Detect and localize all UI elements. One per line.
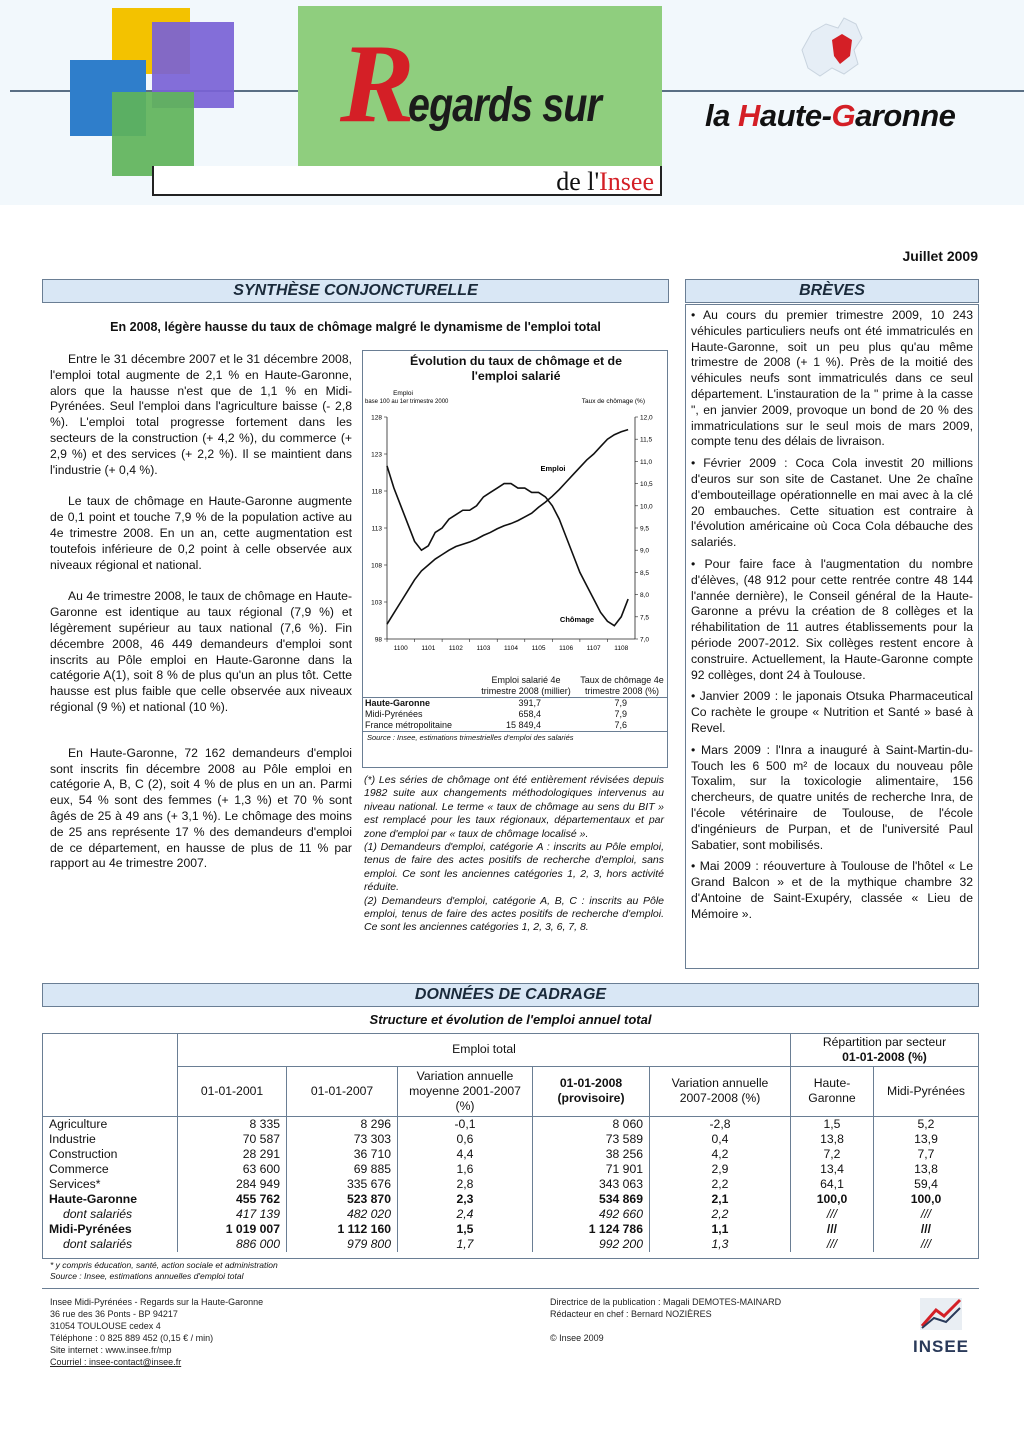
y-left-tick-label: 118 xyxy=(371,488,382,496)
cell: 0,6 xyxy=(398,1132,533,1147)
table-row xyxy=(43,1192,978,1207)
y-left-tick-label: 98 xyxy=(374,636,382,644)
cell: /// xyxy=(874,1207,979,1222)
cell: 8 335 xyxy=(178,1116,287,1132)
footer-line: 36 rue des 36 Ponts - BP 94217 xyxy=(50,1309,178,1319)
x-tick-label: 1107 xyxy=(586,645,601,652)
cadrage-section-bar: DONNÉES DE CADRAGE xyxy=(42,983,979,1007)
chart-box xyxy=(362,350,668,768)
cell: 7,7 xyxy=(874,1147,979,1162)
cell: 69 885 xyxy=(287,1162,398,1177)
cell: 15 849,4 xyxy=(505,720,541,730)
table-row xyxy=(363,709,667,720)
group-header-repart: Répartition par secteur 01-01-2008 (%) xyxy=(791,1034,979,1066)
y-left-tick-label: 128 xyxy=(371,414,382,422)
chart-table xyxy=(363,675,667,743)
cadrage-table xyxy=(43,1034,978,1252)
footer-line: Directrice de la publication : Magali DEMOTES-MAINARD xyxy=(550,1297,782,1307)
cell: 886 000 xyxy=(178,1237,287,1252)
cell: 1 112 160 xyxy=(287,1222,398,1237)
cell: 0,4 xyxy=(650,1132,791,1147)
x-tick-label: 1100 xyxy=(393,645,408,652)
footnote: (1) Demandeurs d'emploi, catégorie A : inscrits au Pôle emploi, tenus de faire des actes positifs de recherche d'emploi, sans emploi. Ce sont les anciennes catégories 1, 2, 3, hors activité réduite. xyxy=(364,841,664,894)
paragraph: Au 4e trimestre 2008, le taux de chômage en Haute-Garonne est identique au taux régional (7,9 %) et légèrement supérieur au taux national (7,6 %). Fin décembre 2008, 46 449 demandeurs d'emploi sont inscrits au Pôle emploi en Haute-Garonne dans la catégorie A(1), soit 8 % de plus qu'un an plus tôt. Cette hausse est plus faible que celle observée aux niveaux régional (9 %) et national (10 %). xyxy=(50,589,352,714)
cell: 1,5 xyxy=(398,1222,533,1237)
cell: 417 139 xyxy=(178,1207,287,1222)
cell: 2,2 xyxy=(650,1177,791,1192)
cadrage-note xyxy=(50,1260,278,1282)
cell: 658,4 xyxy=(518,709,541,719)
footer-website-link[interactable]: Site internet : www.insee.fr/mp xyxy=(50,1345,172,1355)
y-right-tick-label: 7,0 xyxy=(640,636,650,644)
series-label-emploi: Emploi xyxy=(540,464,566,473)
cell: 1 124 786 xyxy=(533,1222,650,1237)
row-label: Midi-Pyrénées xyxy=(365,709,423,719)
y-left-tick-label: 108 xyxy=(371,562,382,570)
cell: 2,8 xyxy=(398,1177,533,1192)
cell: 979 800 xyxy=(287,1237,398,1252)
chart-title: Évolution du taux de chômage et de l'emploi salarié xyxy=(409,354,623,383)
row-label: Construction xyxy=(49,1146,118,1161)
row-label: dont salariés xyxy=(63,1206,133,1221)
table-row xyxy=(363,720,667,732)
footnote: (*) Les séries de chômage ont été entièrement révisées depuis 1982 suite aux changements méthodologiques intervenus au niveau national. Le terme « taux de chômage au sens du BIT » est remplacé pour les taux régionaux, départementaux et par zone d'emploi par « taux de chômage localisé ». xyxy=(364,774,664,840)
cadrage-table-box xyxy=(42,1033,979,1259)
cell: 391,7 xyxy=(518,698,541,708)
paragraph: En Haute-Garonne, 72 162 demandeurs d'emploi sont inscrits fin décembre 2008 au Pôle emploi en catégorie A, B, C (2), soit 4 % de plus en un an. Parmi eux, 54 % sont des femmes (+ 1,3 %) et 70 % sont âgés de 25 à 49 ans (+ 3,1 %). Le chômage des moins de 25 ans représente 17 % des demandeurs d'emploi de ce département, en hausse de plus de 11 % par rapport au 4e trimestre 2007. xyxy=(50,745,352,871)
col-header: 01-01-2007 xyxy=(287,1066,398,1116)
cell: 992 200 xyxy=(533,1237,650,1252)
y-right-tick-label: 8,0 xyxy=(640,592,650,600)
cell: 284 949 xyxy=(178,1177,287,1192)
row-label: Haute-Garonne xyxy=(365,698,431,708)
table-row xyxy=(363,698,667,710)
cell: 13,8 xyxy=(791,1132,874,1147)
synthese-text xyxy=(50,352,352,887)
row-label: Industrie xyxy=(49,1131,96,1146)
col-header: Midi-Pyrénées xyxy=(874,1066,979,1116)
cell: 492 660 xyxy=(533,1207,650,1222)
x-tick-label: 1103 xyxy=(476,645,491,652)
cell: 2,2 xyxy=(650,1207,791,1222)
cell: 7,9 xyxy=(614,698,627,708)
footer-line: Insee Midi-Pyrénées - Regards sur la Haute-Garonne xyxy=(50,1297,264,1307)
breve-item: • Pour faire face à l'augmentation du nombre d'élèves, (48 912 pour cette rentrée contre 48 144 l'année dernière), le Conseil général de la Haute-Garonne a prévu la création de 8 collèges et la réhabilitation de 11 autres établissements pour la période 2007-2012. Six collèges restent encore à construire. Actuellement, la Haute-Garonne compte 92 collèges, dont 24 à Toulouse. xyxy=(691,556,973,682)
table-row xyxy=(43,1116,978,1132)
footer-right xyxy=(550,1296,781,1344)
series-label-chomage: Chômage xyxy=(559,615,595,624)
table-row xyxy=(43,1207,978,1222)
footer-line: Rédacteur en chef : Bernard NOZIÈRES xyxy=(550,1309,712,1319)
row-label: Haute-Garonne xyxy=(49,1191,138,1206)
y-right-tick-label: 11,5 xyxy=(640,436,653,444)
cell: 1,5 xyxy=(791,1116,874,1132)
table-row xyxy=(43,1237,978,1252)
footer-line: © Insee 2009 xyxy=(550,1333,604,1343)
y-left-tick-label: 113 xyxy=(371,525,382,533)
paragraph: Entre le 31 décembre 2007 et le 31 décembre 2008, l'emploi total augmente de 2,1 % en Haute-Garonne, alors que la hausse n'est que de 1,1 % en Midi-Pyrénées. Seul l'emploi dans l'agriculture baisse (- 2,8 %). L'emploi total progresse fortement dans les secteurs de la construction (+ 4,2 %), du commerce (+ 2,9 %) et des services (+ 2,2 %). Il se maintient dans l'industrie (+ 0,4 %). xyxy=(50,352,352,477)
x-tick-label: 1106 xyxy=(559,645,574,652)
y-left-tick-label: 103 xyxy=(371,599,382,607)
logo-insee: de l'Insee xyxy=(556,167,654,196)
cell: 1,7 xyxy=(398,1237,533,1252)
cell: /// xyxy=(874,1237,979,1252)
cell: /// xyxy=(874,1222,979,1237)
cell: 482 020 xyxy=(287,1207,398,1222)
table-row xyxy=(43,1222,978,1237)
x-tick-label: 1108 xyxy=(614,645,629,652)
cell: 13,9 xyxy=(874,1132,979,1147)
x-tick-label: 1101 xyxy=(421,645,436,652)
cell: 2,9 xyxy=(650,1162,791,1177)
cell: 7,2 xyxy=(791,1147,874,1162)
cell: 8 060 xyxy=(533,1116,650,1132)
y-right-tick-label: 7,5 xyxy=(640,614,650,622)
cell: 2,1 xyxy=(650,1192,791,1207)
row-label: dont salariés xyxy=(63,1236,133,1251)
cell: 38 256 xyxy=(533,1147,650,1162)
table-row xyxy=(43,1132,978,1147)
col-header: 01-01-2008 (provisoire) xyxy=(533,1066,650,1116)
cell: 455 762 xyxy=(178,1192,287,1207)
cell: 13,8 xyxy=(874,1162,979,1177)
logo-title: egards sur xyxy=(408,79,602,132)
insee-logo xyxy=(906,1296,976,1357)
cell: 13,4 xyxy=(791,1162,874,1177)
cell: 64,1 xyxy=(791,1177,874,1192)
synthese-headline: En 2008, légère hausse du taux de chômage malgré le dynamisme de l'emploi total xyxy=(110,320,601,334)
cadrage-table-title: Structure et évolution de l'emploi annuel total xyxy=(369,1012,652,1027)
cell: 2,3 xyxy=(398,1192,533,1207)
note-line: * y compris éducation, santé, action sociale et administration xyxy=(50,1260,278,1270)
x-tick-label: 1105 xyxy=(531,645,546,652)
y-right-tick-label: 11,0 xyxy=(640,458,653,466)
chart xyxy=(363,387,667,707)
cell: 534 869 xyxy=(533,1192,650,1207)
synthese-section-bar: SYNTHÈSE CONJONCTURELLE xyxy=(42,279,669,303)
cell: -2,8 xyxy=(650,1116,791,1132)
table-header-taux: Taux de chômage 4e trimestre 2008 (%) xyxy=(580,675,664,696)
cell: 343 063 xyxy=(533,1177,650,1192)
chart-source: Source : Insee, estimations trimestrielles d'emploi des salariés xyxy=(367,733,574,742)
map-icon xyxy=(792,10,874,84)
cell: 1 019 007 xyxy=(178,1222,287,1237)
cell: -0,1 xyxy=(398,1116,533,1132)
row-label: Midi-Pyrénées xyxy=(49,1221,132,1236)
logo-letter-r: R xyxy=(340,22,415,146)
footer-email-link[interactable]: Courriel : insee-contact@insee.fr xyxy=(50,1357,182,1367)
x-tick-label: 1104 xyxy=(504,645,518,652)
table-row xyxy=(43,1162,978,1177)
col-header: Variation annuelle 2007-2008 (%) xyxy=(650,1066,791,1116)
insee-logo-icon xyxy=(916,1296,966,1332)
cell: 335 676 xyxy=(287,1177,398,1192)
footnote: (2) Demandeurs d'emploi, catégorie A, B, C : inscrits au Pôle emploi, tenus de faire des actes positifs de recherche d'emploi. Ce sont les anciennes catégories 1, 2, 3, 6, 7, 8. xyxy=(364,894,664,934)
cell: 8 296 xyxy=(287,1116,398,1132)
cell: 5,2 xyxy=(874,1116,979,1132)
y-right-tick-label: 10,0 xyxy=(640,503,653,511)
cell: /// xyxy=(791,1222,874,1237)
y-right-tick-label: 12,0 xyxy=(640,414,653,422)
footer-line: Téléphone : 0 825 889 452 (0,15 € / min) xyxy=(50,1333,214,1343)
y-right-tick-label: 10,5 xyxy=(640,481,653,489)
cell: 70 587 xyxy=(178,1132,287,1147)
cell: 36 710 xyxy=(287,1147,398,1162)
cell: 100,0 xyxy=(791,1192,874,1207)
col-header: Variation annuelle moyenne 2001-2007 (%) xyxy=(398,1066,533,1116)
source-line: Source : Insee, estimations annuelles d'emploi total xyxy=(50,1271,244,1281)
series-line-chomage xyxy=(387,466,628,626)
paragraph: Le taux de chômage en Haute-Garonne augmente de 0,1 point et touche 7,9 % de la population active au 4e trimestre 2008. En un an, cette augmentation est toutefois inférieure de 0,2 point à celle observée aux niveaux régional et national. xyxy=(50,494,352,572)
cell: 1,3 xyxy=(650,1237,791,1252)
y-right-tick-label: 9,0 xyxy=(640,547,650,555)
breve-item: • Janvier 2009 : le japonais Otsuka Pharmaceutical Co rachète le groupe « Nutrition et Santé » basé à Revel. xyxy=(691,689,973,735)
footer-left xyxy=(50,1296,263,1368)
table-row xyxy=(43,1177,978,1192)
cell: 1,1 xyxy=(650,1222,791,1237)
x-tick-label: 1102 xyxy=(448,645,463,652)
cell: 4,2 xyxy=(650,1147,791,1162)
row-label: Commerce xyxy=(49,1161,109,1176)
left-axis-subtitle: base 100 au 1er trimestre 2000 xyxy=(365,399,449,405)
cell: 59,4 xyxy=(874,1177,979,1192)
breves-box xyxy=(685,304,979,969)
insee-logo-text: INSEE xyxy=(912,1337,970,1356)
row-label: Services* xyxy=(49,1176,101,1191)
cell: 28 291 xyxy=(178,1147,287,1162)
col-header: 01-01-2001 xyxy=(178,1066,287,1116)
row-label: Agriculture xyxy=(49,1116,108,1131)
cell: 73 303 xyxy=(287,1132,398,1147)
breve-item: • Mars 2009 : l'Inra a inauguré à Saint-Martin-du-Touch les 6 500 m² de locaux du nouveau pôle Toxalim, sur la toxicologie alimentaire, 156 chercheurs, de quatre unités de recherche Inra, de l'école vétérinaire de Toulouse, de l'école d'ingénieurs de Purpan, et de l'université Paul Sabatier, sont mobilisés. xyxy=(691,742,973,852)
group-header-emploi: Emploi total xyxy=(178,1034,791,1066)
cell: 7,9 xyxy=(614,709,627,719)
footer-line: 31054 TOULOUSE cedex 4 xyxy=(50,1321,161,1331)
y-left-tick-label: 123 xyxy=(371,451,382,459)
cell: 523 870 xyxy=(287,1192,398,1207)
y-right-tick-label: 9,5 xyxy=(640,525,650,533)
cell: /// xyxy=(791,1237,874,1252)
row-label: France métropolitaine xyxy=(365,720,453,730)
left-axis-title: Emploi xyxy=(393,390,413,397)
cell: 7,6 xyxy=(614,720,627,730)
region-title: la Haute-Garonne xyxy=(705,98,956,133)
cell: 1,6 xyxy=(398,1162,533,1177)
issue-date: Juillet 2009 xyxy=(902,248,978,264)
cell: 100,0 xyxy=(874,1192,979,1207)
cell: 71 901 xyxy=(533,1162,650,1177)
right-axis-title: Taux de chômage (%) xyxy=(581,398,645,405)
breve-item: • Février 2009 : Coca Cola investit 20 millions d'euros sur son site de Castanet. Une 2e chaîne d'embouteillage opérationnelle en mai avec à la clé 20 embauches. Cette situation est contraire à l'évolution américaine où Coca Cola débauche des salariés. xyxy=(691,456,973,550)
col-header: Haute-Garonne xyxy=(791,1066,874,1116)
breve-item: • Au cours du premier trimestre 2009, 10 243 véhicules particuliers neufs ont été immatriculés en Haute-Garonne, soit un peu plus qu'au même trimestre de 2008 (+ 1 %). Près de la moitié des véhicules neufs sont immatriculés dans ce seul département. L'instauration de la " prime à la casse ", en janvier 2009, provoque un bond de 20 % des immatriculations sur le seul mois de mars 2009, compte tenu des délais de livraison. xyxy=(691,308,973,449)
logo-insee-frame xyxy=(152,166,662,196)
breves-section-bar: BRÈVES xyxy=(685,279,979,303)
cell: 2,4 xyxy=(398,1207,533,1222)
footnotes xyxy=(364,774,664,935)
breve-item: • Mai 2009 : réouverture à Toulouse de l'hôtel « Le Grand Balcon » et de la mythique chambre 32 d'Antoine de Saint-Exupéry, classée « Lieu de Mémoire ». xyxy=(691,859,973,921)
table-header-emploi: Emploi salarié 4e trimestre 2008 (millier) xyxy=(481,675,571,696)
y-right-tick-label: 8,5 xyxy=(640,569,650,577)
table-row xyxy=(43,1147,978,1162)
cell: 63 600 xyxy=(178,1162,287,1177)
cell: 4,4 xyxy=(398,1147,533,1162)
cell: 73 589 xyxy=(533,1132,650,1147)
footer-rule xyxy=(42,1288,979,1289)
cell: /// xyxy=(791,1207,874,1222)
